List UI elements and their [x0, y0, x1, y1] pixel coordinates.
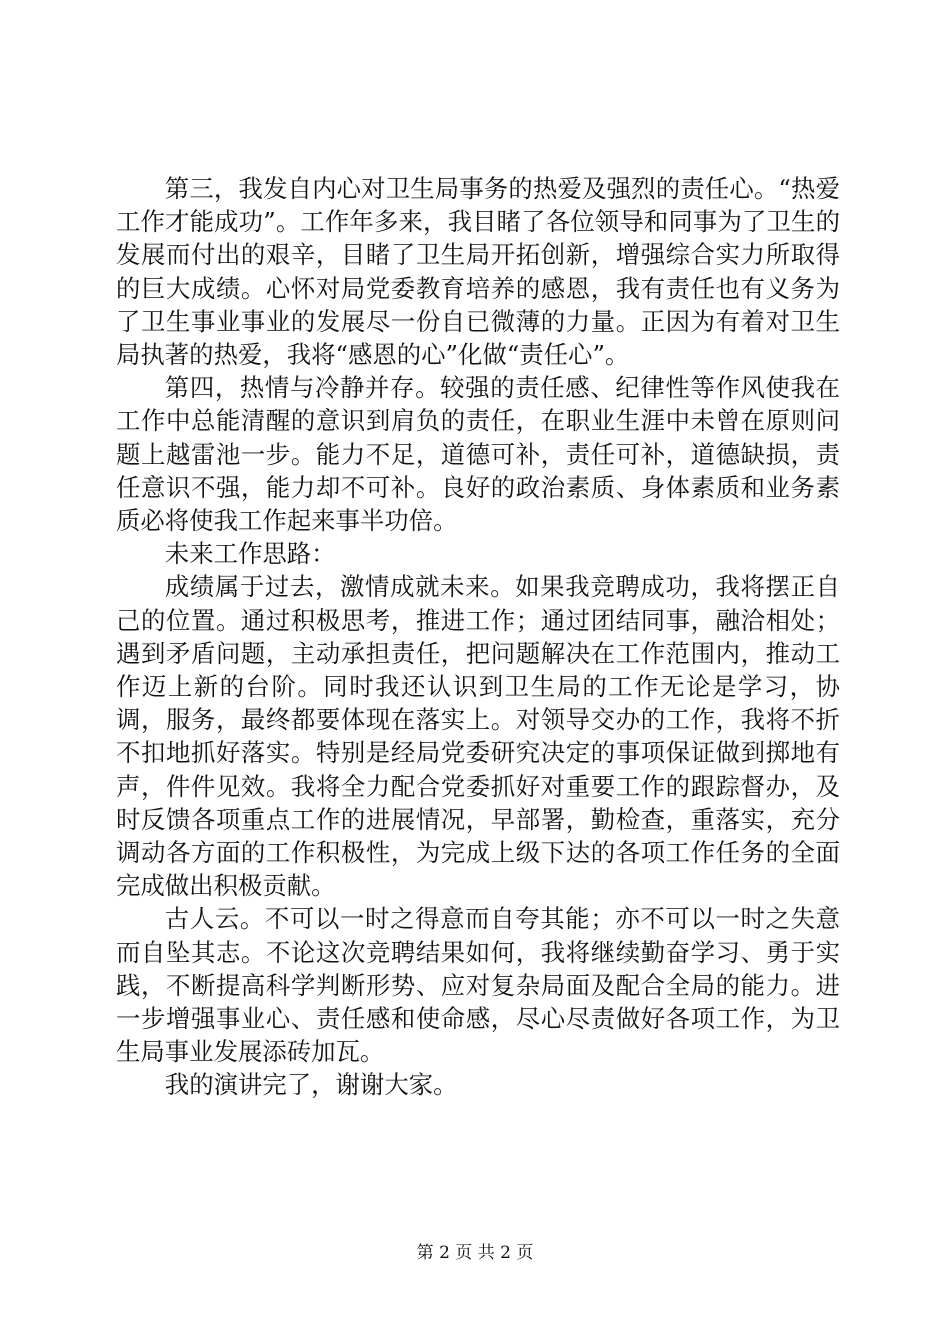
page-number-footer: 第 2 页 共 2 页 — [416, 1243, 534, 1263]
paragraph-future-plan: 成绩属于过去，激情成就未来。如果我竞聘成功，我将摆正自己的位置。通过积极思考，推进工作；通过团结同事，融洽相处；遇到矛盾问题，主动承担责任，把问题解决在工作范围内，推动工作迈上新的台阶。同时我还认识到卫生局的工作无论是学习，协调，服务，最终都要体现在落实上。对领导交办的工作，我将不折不扣地抓好落实。特别是经局党委研究决定的事项保证做到掷地有声，件件见效。我将全力配合党委抓好对重要工作的跟踪督办，及时反馈各项重点工作的进展情况，早部署，勤检查，重落实，充分调动各方面的工作积极性，为完成上级下达的各项工作任务的全面完成做出积极贡献。 — [116, 572, 840, 901]
paragraph-closing: 我的演讲完了，谢谢大家。 — [164, 1070, 458, 1100]
paragraph-fourth-point: 第四，热情与冷静并存。较强的责任感、纪律性等作风使我在工作中总能清醒的意识到肩负的责任，在职业生涯中未曾在原则问题上越雷池一步。能力不足，道德可补，责任可补，道德缺损，责任意识不强，能力却不可补。良好的政治素质、身体素质和业务素质必将使我工作起来事半功倍。 — [116, 373, 840, 536]
section-heading-future-plan: 未来工作思路： — [164, 539, 336, 569]
document-body — [116, 172, 840, 1102]
paragraph-third-point: 第三，我发自内心对卫生局事务的热爱及强烈的责任心。“热爱工作才能成功”。工作年多来，我目睹了各位领导和同事为了卫生的发展而付出的艰辛，目睹了卫生局开拓创新，增强综合实力所取得的巨大成绩。心怀对局党委教育培养的感恩，我有责任也有义务为了卫生事业事业的发展尽一份自已微薄的力量。正因为有着对卫生局执著的热爱，我将“感恩的心”化做“责任心”。 — [116, 174, 840, 370]
paragraph-ancient-saying: 古人云。不可以一时之得意而自夸其能；亦不可以一时之失意而自坠其志。不论这次竞聘结果如何，我将继续勤奋学习、勇于实践，不断提高科学判断形势、应对复杂局面及配合全局的能力。进一步增强事业心、责任感和使命感，尽心尽责做好各项工作，为卫生局事业发展添砖加瓦。 — [116, 904, 840, 1067]
